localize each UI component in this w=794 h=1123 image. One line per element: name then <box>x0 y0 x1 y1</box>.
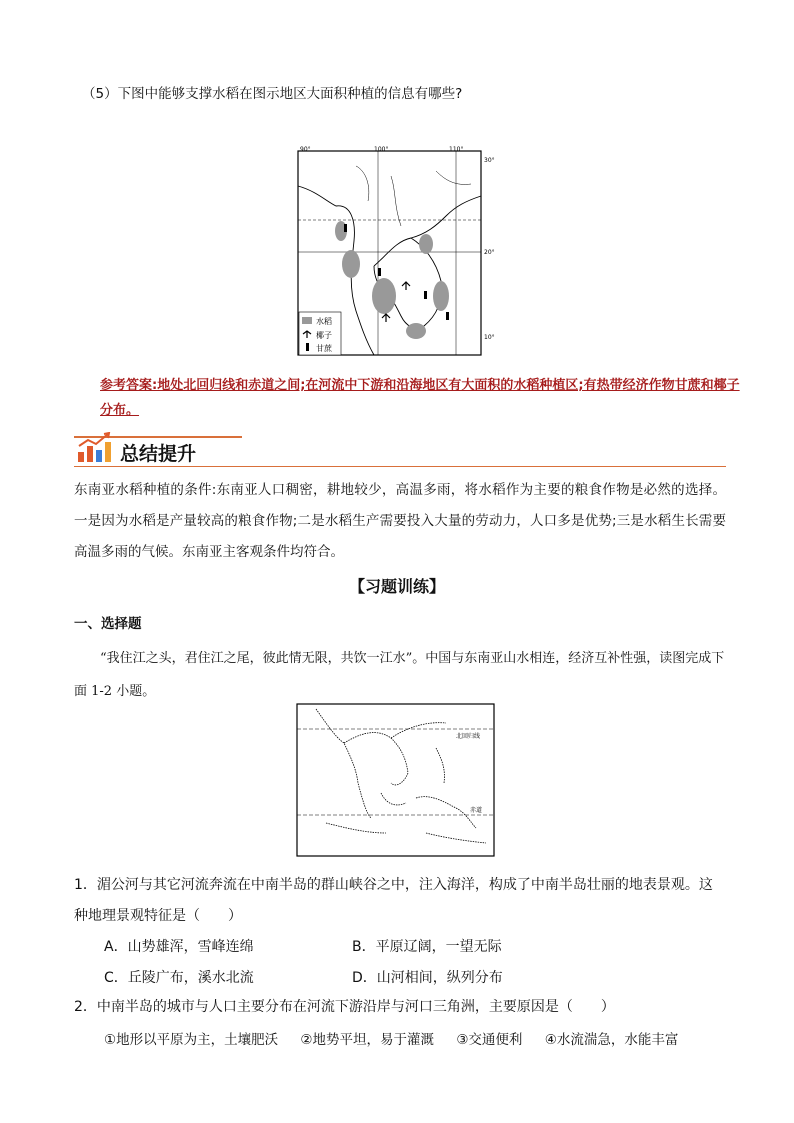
choice-header: 一、选择题 <box>74 616 142 632</box>
section-title: 【习题训练】 <box>348 577 445 596</box>
legend-sugarcane: 甘蔗 <box>316 344 332 353</box>
indochina-crop-map <box>296 146 496 358</box>
question-2-statements <box>104 1028 678 1048</box>
lat-label-20: 20° <box>484 249 495 256</box>
rice-area <box>406 323 426 339</box>
lon-label-90: 90° <box>300 146 311 153</box>
bar-chart-icon <box>76 432 112 464</box>
lon-label-110: 110° <box>449 146 464 153</box>
summary-header <box>74 436 726 467</box>
question-intro: “我住江之头，君住江之尾，彼此情无限，共饮一江水”。中国与东南亚山水相连，经济互补性强，读图完成下面 1-2 小题。 <box>74 651 725 699</box>
rice-area <box>342 250 360 278</box>
lat-label-10: 10° <box>484 334 495 341</box>
rice-area <box>372 278 396 314</box>
q2-statement-2: ②地势平坦，易于灌溉 <box>300 1032 435 1048</box>
q1-option-c[interactable]: C．丘陵广布，溪水北流 <box>104 970 254 986</box>
summary-title: 总结提升 <box>120 443 197 465</box>
question-2-stem: 2．中南半岛的城市与人口主要分布在河流下游沿岸与河口三角洲，主要原因是（ ） <box>74 999 615 1015</box>
rice-area <box>419 234 433 254</box>
southeast-asia-map <box>296 703 496 857</box>
rice-area <box>433 281 449 311</box>
question-5: （5）下图中能够支撑水稻在图示地区大面积种植的信息有哪些? <box>82 86 463 102</box>
q2-statement-1: ①地形以平原为主，土壤肥沃 <box>104 1032 279 1048</box>
q1-option-b[interactable]: B．平原辽阔，一望无际 <box>352 939 502 955</box>
lon-label-100: 100° <box>374 146 389 153</box>
question-1 <box>74 870 726 994</box>
reference-answer: 参考答案:地处北回归线和赤道之间;在河流中下游和沿海地区有大面积的水稻种植区;有热带经济作物甘蔗和椰子分布。 <box>100 378 740 418</box>
question-1-stem: 1．湄公河与其它河流奔流在中南半岛的群山峡谷之中，注入海洋，构成了中南半岛壮丽的地表景观。这种地理景观特征是（ ） <box>74 877 713 924</box>
q1-option-d[interactable]: D．山河相间，纵列分布 <box>352 970 503 986</box>
legend-rice-swatch <box>302 317 312 324</box>
legend-coconut: 椰子 <box>316 331 332 340</box>
summary-text: 东南亚水稻种植的条件:东南亚人口稠密，耕地较少，高温多雨，将水稻作为主要的粮食作物是必然的选择。一是因为水稻是产量较高的粮食作物;二是水稻生产需要投入大量的劳动力，人口多是优势;三是水稻生长需要高温多雨的气候。东南亚主客观条件均符合。 <box>74 482 726 560</box>
q2-statement-4: ④水流湍急，水能丰富 <box>544 1032 679 1048</box>
tropic-label: 北回归线 <box>456 733 481 740</box>
equator-label: 赤道 <box>470 807 483 814</box>
legend-rice: 水稻 <box>316 317 332 326</box>
q1-option-a[interactable]: A．山势雄浑，雪峰连绵 <box>104 939 254 955</box>
lat-label-30: 30° <box>484 157 495 164</box>
q2-statement-3: ③交通便利 <box>456 1032 523 1048</box>
